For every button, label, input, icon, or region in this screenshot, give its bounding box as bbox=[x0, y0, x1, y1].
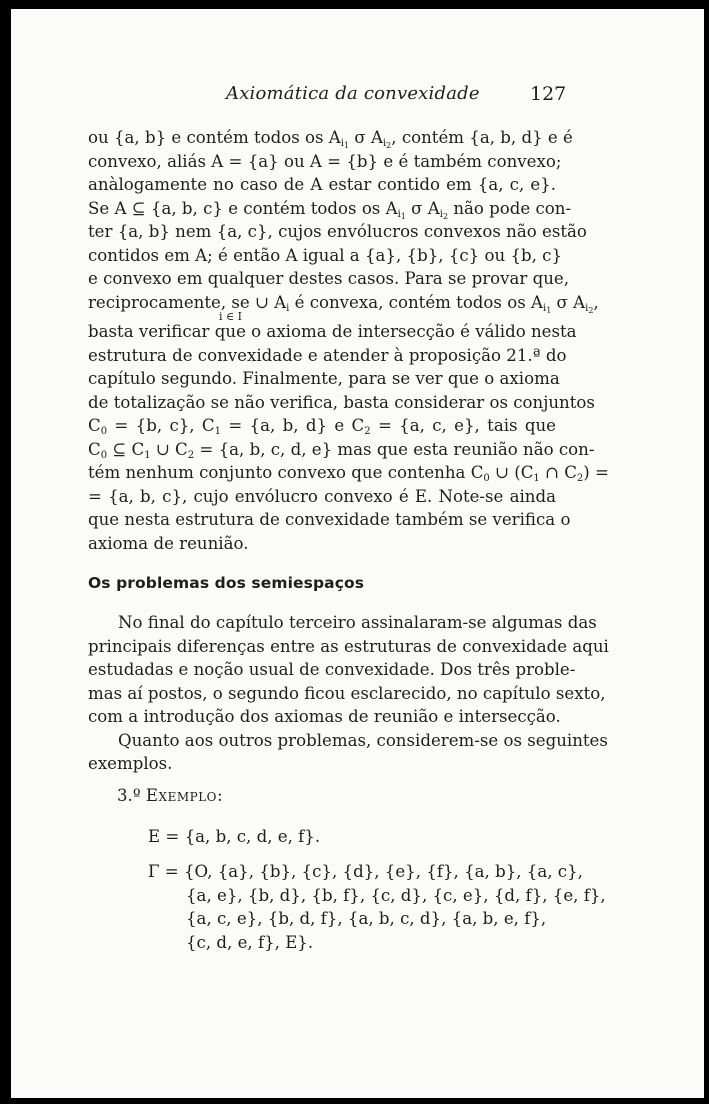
text-line: e convexo em qualquer destes casos. Para se provar que, bbox=[88, 269, 569, 288]
text-line: com a introdução dos axiomas de reunião e intersecção. bbox=[88, 707, 561, 726]
gamma-line: {a, c, e}, {b, d, f}, {a, b, c, d}, {a, b, e, f}, bbox=[186, 909, 547, 928]
text-line: ou {a, b} e contém todos os $A_{i_1}$ σ $A_{i_2}$, contém {a, b, d} e é bbox=[88, 128, 573, 150]
text-line: estrutura de convexidade e atender à proposição 21.ª do bbox=[88, 345, 567, 365]
page-number: 127 bbox=[530, 83, 567, 105]
text-line: tém nenhum conjunto convexo que contenha $C_0$ ∪ ($C_1$ ∩ $C_2$) = bbox=[88, 463, 609, 484]
set-e-definition: E = {a, b, c, d, e, f}. bbox=[148, 827, 321, 846]
text-line: $C_0 = \{b$, c}, $C_1 = \{a$, b, d} e $C_2 = \{a$, c, e}, tais que bbox=[88, 416, 556, 437]
text-line: principais diferenças entre as estruturas de convexidade aqui bbox=[88, 636, 609, 656]
text-line: capítulo segundo. Finalmente, para se ver que o axioma bbox=[88, 369, 560, 388]
example-label: Exemplo: bbox=[145, 786, 224, 805]
set-gamma-definition bbox=[148, 860, 606, 954]
text-line: contidos em A; é então A igual a {a}, {b}, {c} ou {b, c} bbox=[88, 245, 563, 265]
section-heading: Os problemas dos semiespaços bbox=[88, 574, 365, 592]
paragraph-1 bbox=[88, 126, 609, 555]
book-page bbox=[11, 9, 704, 1098]
text-line: exemplos. bbox=[88, 754, 173, 773]
running-head bbox=[11, 83, 704, 107]
text-line: Se A ⊆ {a, b, c} e contém todos os $A_{i_1}$ σ $A_{i_2}$ não pode con- bbox=[88, 198, 572, 221]
example-heading bbox=[117, 786, 223, 805]
text-line: = {a, b, c}, cujo envólucro convexo é E. Note-se ainda bbox=[88, 486, 556, 506]
text-line: Quanto aos outros problemas, considerem-se os seguintes bbox=[118, 730, 608, 750]
example-number: 3.º bbox=[117, 786, 141, 805]
text-line: axioma de reunião. bbox=[88, 533, 249, 553]
text-line: mas aí postos, o segundo ficou esclarecido, no capítulo sexto, bbox=[88, 683, 606, 703]
text-line: No final do capítulo terceiro assinalaram-se algumas das bbox=[118, 613, 597, 632]
text-line: basta verificar que o axioma de intersecção é válido nesta bbox=[88, 322, 577, 341]
text-line: ter {a, b} nem {a, c}, cujos envólucros convexos não estão bbox=[88, 222, 587, 241]
union-index: i ∈ I bbox=[219, 310, 242, 323]
text-line: estudadas e noção usual de convexidade. Dos três proble- bbox=[88, 660, 576, 679]
text-line: reciprocamente, se ∪ $A_i$ é convexa, contém todos os $A_{i_1}$ σ $A_{i_2}$, bbox=[88, 292, 599, 315]
text-line: anàlogamente no caso de A estar contido em {a, c, e}. bbox=[88, 175, 556, 194]
gamma-line: {a, e}, {b, d}, {b, f}, {c, d}, {c, e}, {d, f}, {e, f}, bbox=[186, 885, 606, 905]
running-title: Axiomática da convexidade bbox=[226, 83, 480, 104]
gamma-line: {c, d, e, f}, E}. bbox=[186, 932, 314, 952]
text-line: que nesta estrutura de convexidade também se verifica o bbox=[88, 510, 571, 529]
text-line: de totalização se não verifica, basta considerar os conjuntos bbox=[88, 392, 595, 412]
text-line: convexo, aliás A = {a} ou A = {b} e é também convexo; bbox=[88, 151, 562, 171]
gamma-line: Γ = {O, {a}, {b}, {c}, {d}, {e}, {f}, {a, b}, {a, c}, bbox=[148, 862, 583, 881]
paragraph-2 bbox=[88, 611, 609, 776]
text-line: $C_0$ ⊆ $C_1$ ∪ $C_2 = \{a$, b, c, d, e} mas que esta reunião não con- bbox=[88, 439, 595, 461]
